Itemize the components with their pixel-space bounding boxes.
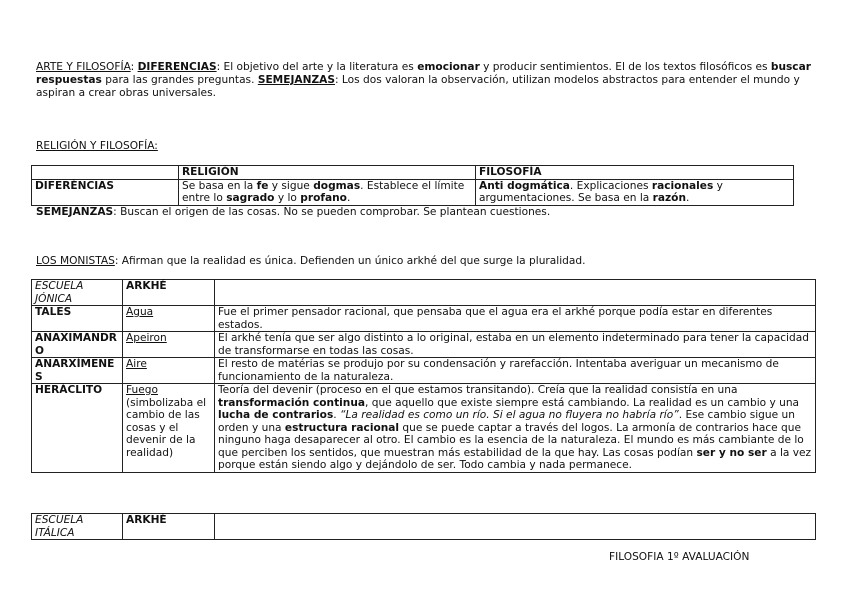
monistas-heading: LOS MONISTAS <box>36 255 115 267</box>
arkhe-cell <box>123 384 215 473</box>
fil-text-c: . <box>686 192 690 204</box>
name-tales: TALES <box>35 306 72 318</box>
col-filosofia-label: FILOSOFÍA <box>479 166 542 178</box>
arkhe-header <box>123 280 215 306</box>
intro-text-3: para las grandes preguntas. <box>101 74 258 86</box>
intro-text-2: y producir sentimientos. El de los textos filosóficos es <box>479 61 771 73</box>
her-text-4: . Ese cambio sigue un orden y una <box>218 409 795 434</box>
religion-cell <box>179 179 476 205</box>
semejanzas-line <box>36 206 550 219</box>
her-text-2: , que aquello que existe siempre está cambiando. La realidad es un cambio y una <box>365 396 800 409</box>
arkhe-apeiron: Apeiron <box>126 332 167 344</box>
table-row <box>32 179 794 205</box>
religion-table <box>31 165 794 206</box>
table-row <box>32 384 816 473</box>
her-kw-1: transformación continua <box>218 396 366 409</box>
fil-text-a: . Explicaciones <box>569 179 652 192</box>
monistas-table <box>31 279 816 473</box>
rel-text-c: . Establece el límite entre lo <box>182 179 465 204</box>
description-cell <box>215 384 816 473</box>
intro-label: ARTE Y FILOSOFÍA <box>36 61 131 73</box>
row-label <box>32 179 179 205</box>
kw-diferencias: DIFERENCIAS <box>137 61 217 73</box>
description-cell: El arkhé tenía que ser algo distinto a lo original, estaba en un elemento indeterminado para tener la capacidad de transformarse en todas las cosas. <box>215 332 816 358</box>
intro-paragraph <box>36 61 811 100</box>
table-row <box>32 306 816 332</box>
description-cell: El resto de matérias se produjo por su condensación y rarefacción. Intentaba averiguar un mecanismo de funcionamiento de la naturaleza. <box>215 358 816 384</box>
table-cell-empty <box>215 514 816 540</box>
name-anaximandro: ANAXIMANDRO <box>35 332 117 357</box>
religion-heading: RELIGIÓN Y FILOSOFÍA: <box>36 140 158 152</box>
col-religion <box>179 166 476 180</box>
arkhe-fuego-note: (simbolizaba el cambio de las cosas y el devenir de la realidad) <box>126 396 207 459</box>
rel-kw-profano: profano <box>300 192 347 204</box>
table-row <box>32 358 816 384</box>
her-text-5: que se puede captar a través del logos. La armonía de contrarios hace que ninguno haga desaparecer al otro. El cambio es la esencia de la naturaleza. El mundo es más cambiante de lo que perciben los sentidos, que muestran más estabilidad de la que hay. Las cosas podían <box>218 421 804 459</box>
footer: FILOSOFIA 1º AVALUACIÓN <box>609 551 750 563</box>
table-row <box>32 166 794 180</box>
rel-text-a: Se basa en la <box>182 179 257 192</box>
arkhe-cell <box>123 306 215 332</box>
philosopher-name <box>32 384 123 473</box>
table-cell-empty <box>215 280 816 306</box>
rel-kw-fe: fe <box>256 179 269 192</box>
description-cell: Fue el primer pensador racional, que pensaba que el agua era el arkhé porque podía estar en diferentes estados. <box>215 306 816 332</box>
arkhe-header-label: ARKHÉ <box>126 280 167 292</box>
philosopher-name <box>32 332 123 358</box>
row-label-text: DIFERÈNCIAS <box>35 179 115 192</box>
rel-text-d: y lo <box>274 192 301 204</box>
italica-table <box>31 513 816 540</box>
her-text-3: . <box>333 409 341 421</box>
her-kw-3: estructura racional <box>284 421 400 434</box>
rel-text-b: y sigue <box>268 179 314 192</box>
arkhe-cell <box>123 332 215 358</box>
table-row <box>32 332 816 358</box>
kw-buscar: buscar respuestas <box>36 61 811 86</box>
name-heraclito: HERÀCLITO <box>35 384 103 396</box>
her-quote: “La realidad es como un río. Si el agua no fluyera no habría río” <box>340 409 679 421</box>
sem-label: SEMEJANZAS <box>36 206 114 218</box>
arkhe-fuego: Fuego <box>126 384 158 396</box>
arkhe-aire: Aire <box>126 358 147 370</box>
kw-emocionar: emocionar <box>417 61 480 73</box>
fil-kw-razon: razón <box>652 192 686 204</box>
rel-kw-dogmas: dogmas <box>313 179 361 192</box>
philosopher-name <box>32 358 123 384</box>
her-kw-4: ser y no ser <box>696 446 767 459</box>
intro-sep: : <box>130 61 138 73</box>
table-row <box>32 514 816 540</box>
fil-kw-racionales: racionales <box>651 179 714 192</box>
school-cell: ESCUELA JÓNICA <box>32 280 123 306</box>
arkhe-header <box>123 514 215 540</box>
name-anaximenes: ANARXÍMENES <box>35 358 115 383</box>
her-kw-2: lucha de contrarios <box>218 409 334 421</box>
her-text-6: a la vez porque están siendo algo y dejándolo de ser. Todo cambia y nada permanece. <box>218 446 812 471</box>
col-filosofia <box>476 166 794 180</box>
fil-text-b: y argumentaciones. Se basa en la <box>479 179 723 204</box>
fil-kw-anti: Anti dogmática <box>479 179 570 192</box>
filosofia-cell <box>476 179 794 205</box>
sem-text: : Buscan el origen de las cosas. No se pueden comprobar. Se plantean cuestiones. <box>113 206 551 218</box>
her-text-1: Teoría del devenir (proceso en el que estamos transitando). Creía que la realidad consistía en una <box>218 384 738 396</box>
school-cell: ESCUELA ITÁLICA <box>32 514 123 540</box>
arkhe-agua: Agua <box>126 306 154 318</box>
col-religion-label: RELIGIÓN <box>182 166 239 178</box>
rel-kw-sagrado: sagrado <box>226 192 275 204</box>
arkhe-cell <box>123 358 215 384</box>
table-row <box>32 280 816 306</box>
rel-text-e: . <box>346 192 351 204</box>
monistas-heading-line <box>36 255 585 268</box>
arkhe-header-label: ARKHÉ <box>126 514 167 526</box>
kw-semejanzas: SEMEJANZAS <box>257 74 335 86</box>
intro-text-1: : El objetivo del arte y la literatura es <box>216 61 418 73</box>
table-cell-empty <box>32 166 179 180</box>
monistas-desc: : Afirman que la realidad es única. Defienden un único arkhé del que surge la pluralidad. <box>114 255 586 267</box>
philosopher-name <box>32 306 123 332</box>
intro-text-4: : Los dos valoran la observación, utilizan modelos abstractos para entender el mundo y aspiran a crear obras universales. <box>36 74 800 99</box>
